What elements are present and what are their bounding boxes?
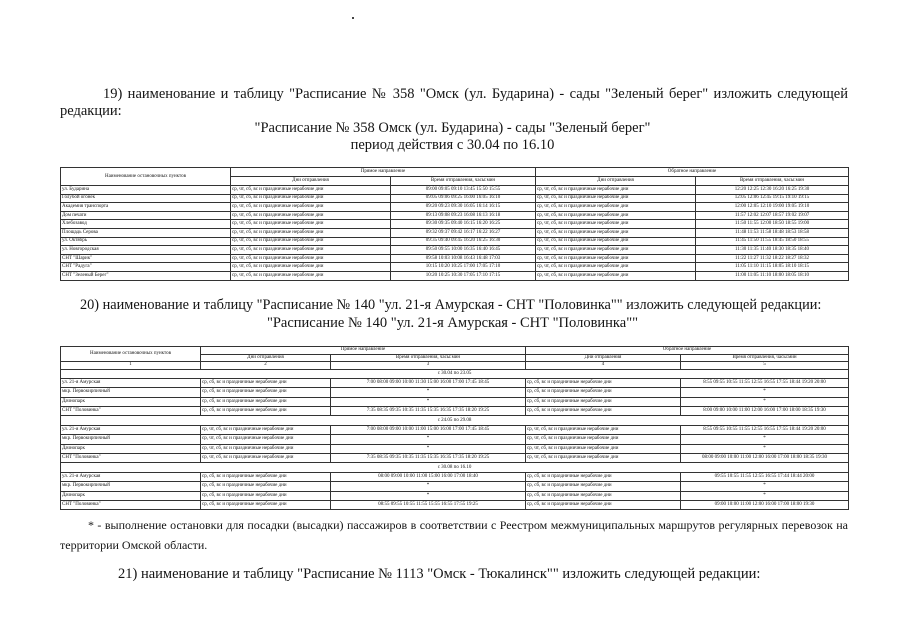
table-header-row	[61, 347, 849, 355]
days-reverse-cell: ср, сб, вс и праздничные нерабочие дни	[526, 491, 681, 500]
days-direct-cell: ср, сб, вс и праздничные нерабочие дни	[201, 472, 331, 481]
stop-name-cell: мкр. Первокирпичный	[61, 388, 201, 397]
table-row	[61, 407, 849, 416]
days-reverse-cell: ср, чт, сб, вс и праздничные нерабочие дни	[536, 220, 696, 229]
schedule-358-period: период действия с 30.04 по 16.10	[350, 137, 555, 153]
period-label: с 30.04 по 23.05	[61, 369, 849, 378]
time-direct-cell: 08:55 09:55 10:55 11:55 15:55 16:55 17:55 19:25	[331, 500, 526, 509]
period-label: с 30.08 по 16.10	[61, 463, 849, 472]
days-direct-cell: ср, чт, сб, вс и праздничные нерабочие дни	[201, 444, 331, 453]
schedule-140-table	[60, 346, 849, 510]
time-direct-cell: 09:30 09:35 09:40 16:15 16:20 16:25	[391, 220, 536, 229]
time-reverse-cell: 09:00 10:00 11:00 12:00 16:00 17:00 18:00 19:30	[681, 500, 849, 509]
time-reverse-cell: *	[681, 388, 849, 397]
days-direct-cell: ср, чт, сб, вс и праздничные нерабочие дни	[231, 186, 391, 195]
time-reverse-cell: 8:00 09:00 10:00 11:00 12:00 16:00 17:00 18:00 18:35 19:30	[681, 407, 849, 416]
time-direct-cell: 09:50 09:55 10:00 16:35 16:40 16:45	[391, 246, 536, 255]
time-reverse-cell: *	[681, 435, 849, 444]
time-reverse-cell: 11:48 11:53 11:58 18:48 18:53 18:58	[696, 228, 849, 237]
stop-name-cell: Дачнопарк	[61, 397, 201, 406]
time-reverse-cell: 12:05 12:06 12:45 19:15 19:10 19:15	[696, 194, 849, 203]
time-direct-cell: *	[331, 397, 526, 406]
days-direct-cell: ср, сб, вс и праздничные нерабочие дни	[201, 407, 331, 416]
column-number: 1	[61, 362, 201, 370]
table-row	[61, 482, 849, 491]
table-row	[61, 194, 849, 203]
days-reverse-cell: ср, чт, сб, вс и праздничные нерабочие дни	[526, 435, 681, 444]
stop-name-cell: Академия транспорта	[61, 203, 231, 212]
table-row	[61, 237, 849, 246]
time-reverse-cell: 8:55 09:55 10:55 11:55 12:55 16:55 17:55 18:44 19:20 20:00	[681, 378, 849, 387]
footnote: * - выполнение остановки для посадки (высадки) пассажиров в соответствии с Реестром межмуниципальных маршрутов регулярных перевозок на территории Омской области.	[60, 518, 848, 552]
time-reverse-cell: *	[681, 444, 849, 453]
table-header-row	[61, 168, 849, 177]
time-reverse-cell: *	[681, 397, 849, 406]
table-row	[61, 203, 849, 212]
time-direct-cell: 09:32 09:37 09:42 16:17 16:22 16:27	[391, 228, 536, 237]
days-direct-cell: ср, сб, вс и праздничные нерабочие дни	[201, 378, 331, 387]
days-reverse-cell: ср, чт, сб, вс и праздничные нерабочие дни	[526, 425, 681, 434]
days-direct-cell: ср, чт, сб, вс и праздничные нерабочие дни	[201, 454, 331, 463]
days-direct-cell: ср, чт, сб, вс и праздничные нерабочие дни	[231, 271, 391, 280]
table-row	[61, 397, 849, 406]
time-direct-cell: 7:35 08:35 09:35 10:35 11:35 15:35 16:35 17:35 18:20 19:25	[331, 454, 526, 463]
table-row	[61, 435, 849, 444]
time-direct-cell: *	[331, 435, 526, 444]
table-row	[61, 491, 849, 500]
period-row	[61, 416, 849, 425]
item-19-text: 19) наименование и таблицу "Расписание № 358 "Омск (ул. Бударина) - сады "Зеленый берег" изложить следующей редакции:	[60, 86, 848, 119]
time-reverse-cell: *	[681, 482, 849, 491]
table-row	[61, 228, 849, 237]
stop-name-cell: СНТ "Половинка"	[61, 454, 201, 463]
stop-name-cell: ул. Октябрь	[61, 237, 231, 246]
column-number-row	[61, 362, 849, 370]
days-direct-cell: ср, чт, сб, вс и праздничные нерабочие дни	[231, 211, 391, 220]
stop-name-cell: Голубой огонек	[61, 194, 231, 203]
days-direct-cell: ср, сб, вс и праздничные нерабочие дни	[201, 397, 331, 406]
time-direct-cell: 08:00 09:00 10:00 11:00 15:00 16:00 17:00 18:40	[331, 472, 526, 481]
days-direct-cell: ср, чт, сб, вс и праздничные нерабочие дни	[201, 425, 331, 434]
table-row	[61, 254, 849, 263]
stop-name-cell: мкр. Первокирпичный	[61, 435, 201, 444]
table-row	[61, 500, 849, 509]
column-number: 5	[681, 362, 849, 370]
stop-name-cell: Площадь Серова	[61, 228, 231, 237]
stop-name-cell: Дачнопарк	[61, 491, 201, 500]
time-direct-cell: 10:15 10:20 10:25 17:00 17:05 17:10	[391, 263, 536, 272]
time-reverse-cell: 11:45 11:50 11:55 18:45 18:50 18:55	[696, 237, 849, 246]
days-direct-cell: ср, чт, сб, вс и праздничные нерабочие дни	[231, 203, 391, 212]
time-direct-cell: 10:20 10:25 10:30 17:05 17:10 17:15	[391, 271, 536, 280]
time-direct-cell: 09:35 09:40 09:45 16:20 16:25 16:30	[391, 237, 536, 246]
stop-name-cell: ул. 21-я Амурская	[61, 472, 201, 481]
header-days-reverse: Дни отправления	[536, 177, 696, 186]
time-direct-cell: 7:35 08:35 09:35 10:35 11:35 15:35 16:35 17:35 18:20 19:25	[331, 407, 526, 416]
days-reverse-cell: ср, чт, сб, вс и праздничные нерабочие дни	[526, 444, 681, 453]
days-direct-cell: ср, сб, вс и праздничные нерабочие дни	[201, 491, 331, 500]
schedule-358-body	[61, 186, 849, 281]
stop-name-cell: ул. Бударина	[61, 186, 231, 195]
days-direct-cell: ср, чт, сб, вс и праздничные нерабочие дни	[201, 435, 331, 444]
stop-name-cell: Дачнопарк	[61, 444, 201, 453]
stop-name-cell: Хлебозавод	[61, 220, 231, 229]
days-reverse-cell: ср, чт, сб, вс и праздничные нерабочие дни	[536, 203, 696, 212]
header-direct: Прямое направление	[231, 168, 536, 177]
days-reverse-cell: ср, чт, сб, вс и праздничные нерабочие дни	[536, 271, 696, 280]
scan-speck	[352, 17, 354, 19]
header-time-reverse: Время отправления, часы:мин	[696, 177, 849, 186]
time-reverse-cell: 11:22 11:27 11:32 18:22 18:27 18:32	[696, 254, 849, 263]
days-direct-cell: ср, чт, сб, вс и праздничные нерабочие дни	[231, 246, 391, 255]
days-reverse-cell: ср, чт, сб, вс и праздничные нерабочие дни	[526, 454, 681, 463]
table-row	[61, 186, 849, 195]
time-direct-cell: 7:00 08:00 09:00 10:00 11:00 15:00 16:00 17:00 17:45 18:45	[331, 425, 526, 434]
time-reverse-cell: *	[681, 491, 849, 500]
days-reverse-cell: ср, чт, сб, вс и праздничные нерабочие дни	[536, 237, 696, 246]
header-days-direct: Дни отправления	[201, 354, 331, 362]
header-days-direct: Дни отправления	[231, 177, 391, 186]
days-direct-cell: ср, чт, сб, вс и праздничные нерабочие дни	[231, 194, 391, 203]
stop-name-cell: ул. 21-я Амурская	[61, 425, 201, 434]
time-reverse-cell: 11:30 11:35 11:40 18:30 18:35 18:40	[696, 246, 849, 255]
days-direct-cell: ср, чт, сб, вс и праздничные нерабочие дни	[231, 263, 391, 272]
stop-name-cell: Дом печати	[61, 211, 231, 220]
time-reverse-cell: 09:55 10:55 11:55 12:55 16:55 17:44 18:44 20:00	[681, 472, 849, 481]
column-number: 2	[201, 362, 331, 370]
item-21-text: 21) наименование и таблицу "Расписание № 1113 "Омск - Тюкалинск"" изложить следующей редакции:	[118, 566, 761, 582]
time-direct-cell: *	[331, 491, 526, 500]
header-stops: Наименование остановочных пунктов	[61, 168, 231, 186]
period-label: с 24.05 по 29.08	[61, 416, 849, 425]
time-reverse-cell: 11:57 12:02 12:07 18:57 19:02 19:07	[696, 211, 849, 220]
days-direct-cell: ср, сб, вс и праздничные нерабочие дни	[201, 482, 331, 491]
column-number: 3	[331, 362, 526, 370]
table-row	[61, 425, 849, 434]
days-reverse-cell: ср, сб, вс и праздничные нерабочие дни	[526, 407, 681, 416]
item-20-text: 20) наименование и таблицу "Расписание № 140 "ул. 21-я Амурская - СНТ "Половинка"" изложить следующей редакции:	[80, 297, 822, 313]
stop-name-cell: ул. 21-я Амурская	[61, 378, 201, 387]
schedule-140-body	[61, 369, 849, 510]
period-row	[61, 463, 849, 472]
header-time-direct: Время отправления, часы:мин	[331, 354, 526, 362]
time-reverse-cell: 8:55 09:55 10:55 11:55 12:55 16:55 17:55 18:44 19:20 20:00	[681, 425, 849, 434]
stop-name-cell: ул. Новгородская	[61, 246, 231, 255]
days-direct-cell: ср, чт, сб, вс и праздничные нерабочие дни	[231, 254, 391, 263]
time-direct-cell: 09:13 09:08 09:23 16:08 16:13 16:18	[391, 211, 536, 220]
stop-name-cell: СНТ "Радуга"	[61, 263, 231, 272]
time-direct-cell: 7:00 08:00 09:00 10:00 11:30 15:00 16:00 17:00 17:45 18:45	[331, 378, 526, 387]
days-direct-cell: ср, сб, вс и праздничные нерабочие дни	[201, 500, 331, 509]
time-direct-cell: 09:00 09:05 09:10 13:45 15:50 15:55	[391, 186, 536, 195]
table-row	[61, 271, 849, 280]
table-row	[61, 220, 849, 229]
days-reverse-cell: ср, чт, сб, вс и праздничные нерабочие дни	[536, 186, 696, 195]
days-reverse-cell: ср, сб, вс и праздничные нерабочие дни	[526, 397, 681, 406]
days-reverse-cell: ср, чт, сб, вс и праздничные нерабочие дни	[536, 228, 696, 237]
days-reverse-cell: ср, сб, вс и праздничные нерабочие дни	[526, 472, 681, 481]
table-row	[61, 263, 849, 272]
days-reverse-cell: ср, сб, вс и праздничные нерабочие дни	[526, 500, 681, 509]
time-reverse-cell: 12:20 12:25 12:30 16:20 16:25 19:30	[696, 186, 849, 195]
days-reverse-cell: ср, чт, сб, вс и праздничные нерабочие дни	[536, 263, 696, 272]
time-reverse-cell: 11:00 11:05 11:10 18:00 18:05 18:10	[696, 271, 849, 280]
table-row	[61, 388, 849, 397]
days-reverse-cell: ср, чт, сб, вс и праздничные нерабочие дни	[536, 194, 696, 203]
header-days-reverse: Дни отправления	[526, 354, 681, 362]
period-row	[61, 369, 849, 378]
schedule-140-title: "Расписание № 140 "ул. 21-я Амурская - СНТ "Половинка""	[266, 315, 639, 331]
stop-name-cell: СНТ "Половинка"	[61, 500, 201, 509]
days-direct-cell: ср, чт, сб, вс и праздничные нерабочие дни	[231, 237, 391, 246]
time-direct-cell: 09:05 09:06 09:25 16:00 16:05 16:10	[391, 194, 536, 203]
days-reverse-cell: ср, сб, вс и праздничные нерабочие дни	[526, 482, 681, 491]
stop-name-cell: СНТ "Шарик"	[61, 254, 231, 263]
time-direct-cell: *	[331, 388, 526, 397]
schedule-358-title: "Расписание № 358 Омск (ул. Бударина) - сады "Зеленый берег"	[254, 120, 651, 136]
time-direct-cell: *	[331, 444, 526, 453]
time-reverse-cell: 11:05 11:10 11:15 18:05 18:10 18:15	[696, 263, 849, 272]
days-direct-cell: ср, чт, сб, вс и праздничные нерабочие дни	[231, 228, 391, 237]
table-row	[61, 246, 849, 255]
days-reverse-cell: ср, чт, сб, вс и праздничные нерабочие дни	[536, 254, 696, 263]
table-row	[61, 472, 849, 481]
days-direct-cell: ср, сб, вс и праздничные нерабочие дни	[201, 388, 331, 397]
time-direct-cell: *	[331, 482, 526, 491]
time-direct-cell: 09:20 09:23 09:30 16:05 16:14 16:15	[391, 203, 536, 212]
stop-name-cell: СНТ "Половинка"	[61, 407, 201, 416]
time-direct-cell: 09:58 10:03 10:08 16:43 16:48 17:03	[391, 254, 536, 263]
time-reverse-cell: 11:50 11:55 12:00 18:50 18:55 19:00	[696, 220, 849, 229]
header-stops: Наименование остановочных пунктов	[61, 347, 201, 362]
table-row	[61, 211, 849, 220]
schedule-358-table	[60, 167, 849, 281]
table-row	[61, 378, 849, 387]
column-number: 4	[526, 362, 681, 370]
days-direct-cell: ср, чт, сб, вс и праздничные нерабочие дни	[231, 220, 391, 229]
stop-name-cell: СНТ "Зеленый Берег"	[61, 271, 231, 280]
time-reverse-cell: 12:00 12:05 12:10 19:00 19:05 19:10	[696, 203, 849, 212]
days-reverse-cell: ср, сб, вс и праздничные нерабочие дни	[526, 388, 681, 397]
table-row	[61, 444, 849, 453]
table-row	[61, 454, 849, 463]
header-reverse: Обратное направление	[536, 168, 849, 177]
header-direct: Прямое направление	[201, 347, 526, 355]
days-reverse-cell: ср, сб, вс и праздничные нерабочие дни	[526, 378, 681, 387]
time-reverse-cell: 08:00 09:00 10:00 11:00 12:00 16:00 17:00 18:00 18:35 19:30	[681, 454, 849, 463]
days-reverse-cell: ср, чт, сб, вс и праздничные нерабочие дни	[536, 246, 696, 255]
stop-name-cell: мкр. Первокирпичный	[61, 482, 201, 491]
header-time-direct: Время отправления, часы:мин	[391, 177, 536, 186]
header-reverse: Обратное направление	[526, 347, 849, 355]
header-time-reverse: Время отправления, часы:мин	[681, 354, 849, 362]
days-reverse-cell: ср, чт, сб, вс и праздничные нерабочие дни	[536, 211, 696, 220]
